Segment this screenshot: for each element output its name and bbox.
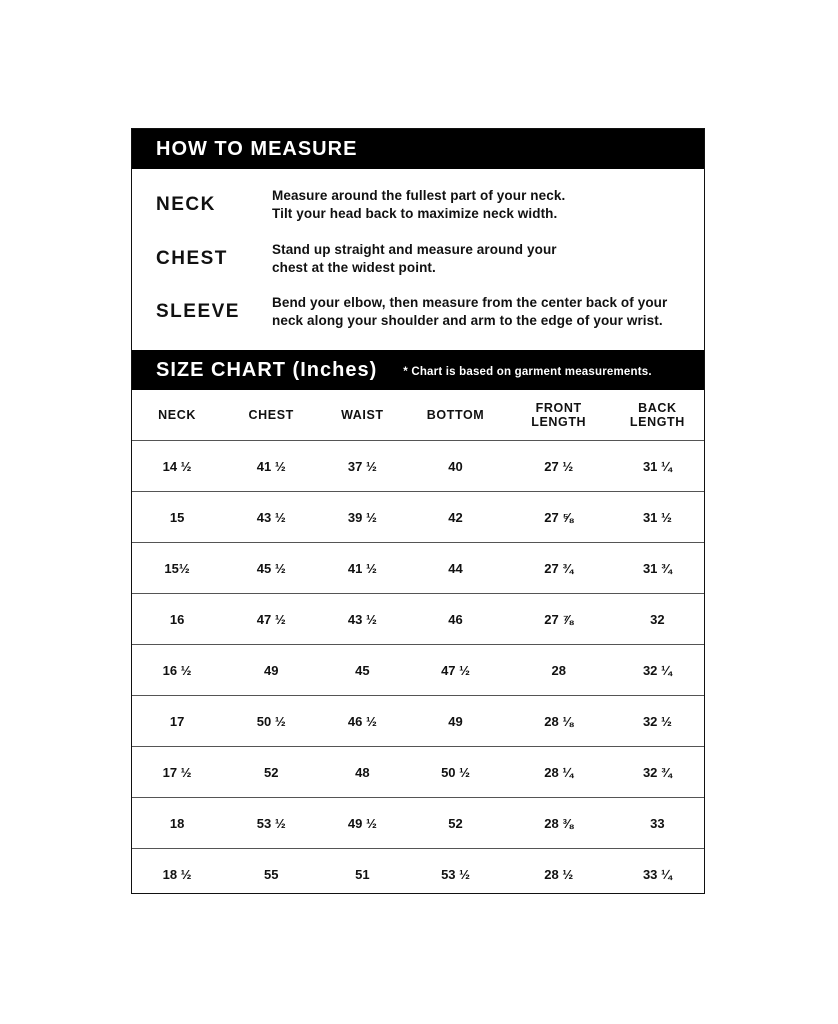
table-cell: 32 ¼: [611, 645, 704, 696]
table-cell: 40: [404, 441, 506, 492]
table-row: [132, 696, 704, 747]
measure-description: [272, 241, 557, 277]
table-row: [132, 798, 704, 849]
table-cell: 28 ⅜: [507, 798, 611, 849]
column-header: [222, 390, 320, 441]
measure-description-line: Measure around the fullest part of your neck.: [272, 188, 566, 203]
table-cell: 16: [132, 594, 222, 645]
table-cell: 49 ½: [320, 798, 404, 849]
table-cell: 52: [222, 747, 320, 798]
table-cell: 16 ½: [132, 645, 222, 696]
table-cell: 27 ⅝: [507, 492, 611, 543]
table-cell: 27 ⅞: [507, 594, 611, 645]
column-header-text: WAIST: [341, 408, 384, 422]
table-row: [132, 543, 704, 594]
table-cell: 46 ½: [320, 696, 404, 747]
size-guide-card: [131, 128, 705, 894]
table-cell: 28: [507, 645, 611, 696]
table-row: [132, 747, 704, 798]
table-cell: 43 ½: [222, 492, 320, 543]
table-cell: 18: [132, 798, 222, 849]
table-cell: 32 ¾: [611, 747, 704, 798]
measure-label: NECK: [156, 194, 216, 215]
table-cell: 28 ⅛: [507, 696, 611, 747]
table-cell: 32: [611, 594, 704, 645]
table-cell: 43 ½: [320, 594, 404, 645]
column-header-text: BACK: [638, 401, 677, 415]
measure-description-line: chest at the widest point.: [272, 260, 436, 275]
table-cell: 42: [404, 492, 506, 543]
measure-row-chest: [156, 241, 694, 277]
table-row: [132, 492, 704, 543]
table-cell: 14 ½: [132, 441, 222, 492]
table-cell: 39 ½: [320, 492, 404, 543]
table-header-row: [132, 390, 704, 441]
measure-row-neck: [156, 187, 694, 223]
table-cell: 44: [404, 543, 506, 594]
table-row: [132, 645, 704, 696]
how-to-measure-header: [132, 129, 704, 169]
table-cell: 33 ¼: [642, 866, 672, 882]
table-cell: 41 ½: [222, 441, 320, 492]
table-cell: 18 ½: [162, 866, 192, 882]
table-cell: 37 ½: [320, 441, 404, 492]
table-cell: 27 ¾: [507, 543, 611, 594]
column-header-text: CHEST: [248, 408, 294, 422]
size-chart-header: [132, 350, 704, 390]
column-header-text: BOTTOM: [426, 408, 485, 422]
table-cell: 31 ¼: [611, 441, 704, 492]
measure-description: [272, 187, 565, 223]
table-cell: 31 ¾: [611, 543, 704, 594]
measure-row-sleeve: [156, 294, 694, 330]
table-row: [132, 594, 704, 645]
table-cell: 48: [320, 747, 404, 798]
table-cell: 28 ½: [544, 866, 574, 882]
measure-description: [272, 294, 667, 330]
column-header-text: FRONT: [535, 401, 582, 415]
column-header-text: NECK: [158, 408, 196, 422]
table-cell: 53 ½: [441, 866, 470, 882]
table-cell: 55: [264, 866, 279, 882]
table-cell: 49: [222, 645, 320, 696]
column-header-text: LENGTH: [531, 415, 587, 429]
table-cell: 49: [404, 696, 506, 747]
column-header: [132, 390, 222, 441]
table-cell: 51: [355, 866, 370, 882]
table-cell: 45 ½: [222, 543, 320, 594]
table-cell: 50 ½: [404, 747, 506, 798]
table-cell: 15½: [132, 543, 222, 594]
column-header: [320, 390, 404, 441]
column-header: [404, 390, 506, 441]
measure-description-line: Bend your elbow, then measure from the center back of your: [272, 295, 668, 310]
measure-label: CHEST: [156, 248, 228, 269]
table-cell: 45: [320, 645, 404, 696]
table-row: [132, 441, 704, 492]
table-body: [132, 441, 704, 900]
table-cell: 53 ½: [222, 798, 320, 849]
table-cell: 17: [132, 696, 222, 747]
how-to-measure-section: [132, 169, 704, 350]
how-to-measure-title: HOW TO MEASURE: [156, 137, 358, 160]
size-chart-note: * Chart is based on garment measurements.: [403, 366, 652, 378]
measure-description-line: neck along your shoulder and arm to the edge of your wrist.: [272, 313, 663, 328]
table-cell: 52: [404, 798, 506, 849]
column-header-text: LENGTH: [629, 415, 685, 429]
table-cell: 17 ½: [132, 747, 222, 798]
measure-label: SLEEVE: [156, 301, 240, 322]
measure-description-line: Stand up straight and measure around your: [272, 242, 557, 257]
measure-description-line: Tilt your head back to maximize neck width.: [272, 206, 558, 221]
table-cell: 32 ½: [611, 696, 704, 747]
table-cell: 47 ½: [404, 645, 506, 696]
table-cell: 50 ½: [222, 696, 320, 747]
table-cell: 47 ½: [222, 594, 320, 645]
table-cell: 41 ½: [320, 543, 404, 594]
table-cell: 46: [404, 594, 506, 645]
table-cell: 33: [611, 798, 704, 849]
column-header: [611, 390, 704, 441]
table-cell: 31 ½: [611, 492, 704, 543]
column-header: [507, 390, 611, 441]
table-cell: 28 ¼: [507, 747, 611, 798]
table-cell: 27 ½: [507, 441, 611, 492]
size-chart-table: [132, 390, 704, 899]
table-row: [132, 849, 704, 900]
size-chart-title: SIZE CHART (Inches): [156, 358, 378, 381]
table-cell: 15: [132, 492, 222, 543]
